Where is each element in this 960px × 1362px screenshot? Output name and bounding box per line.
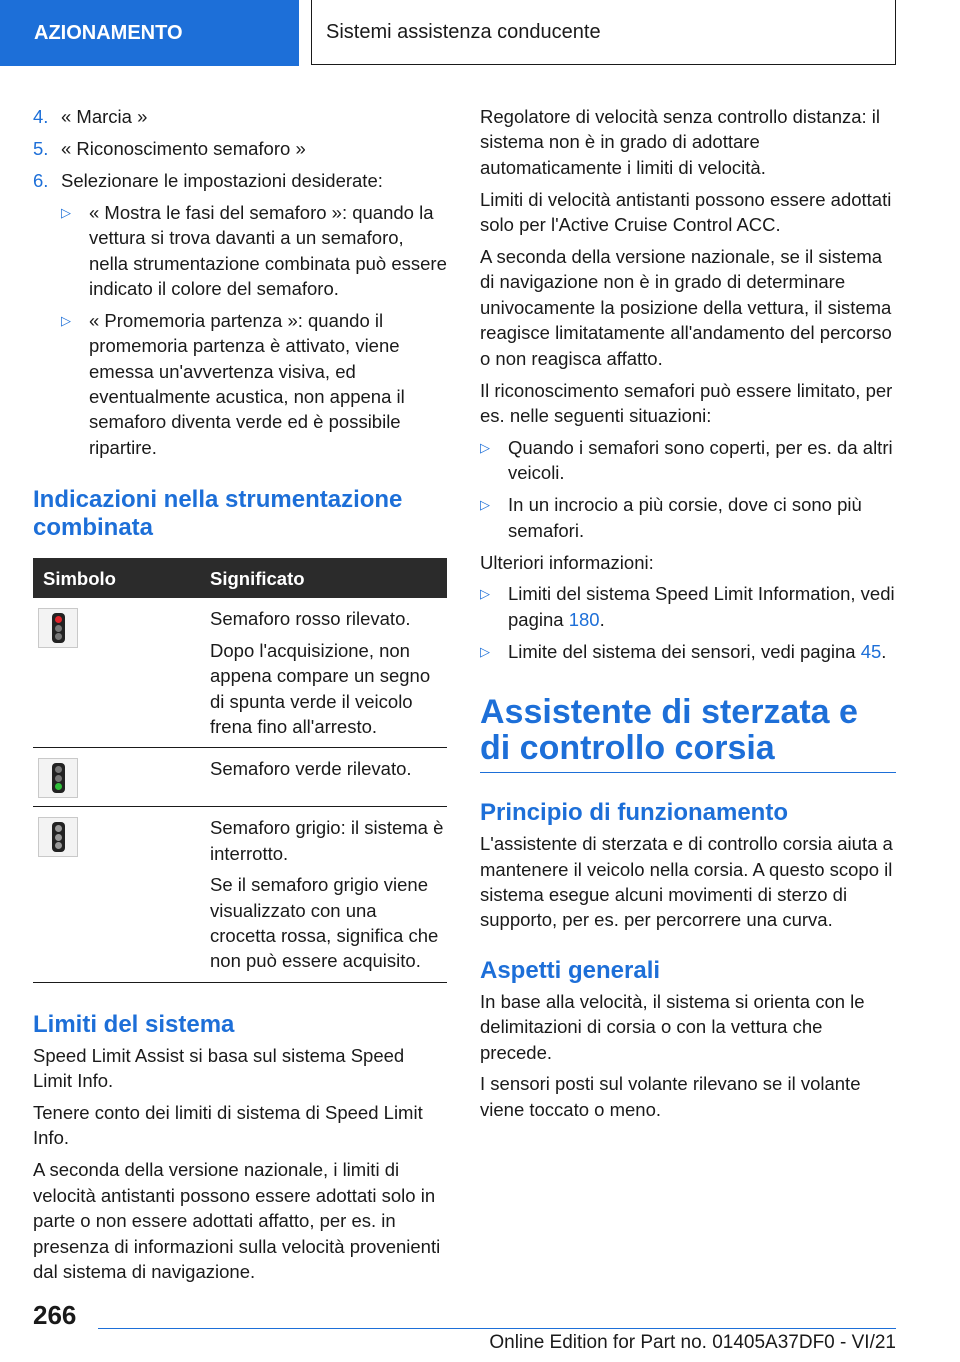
meaning-text: Dopo l'acquisizione, non appena compare un segno di spunta verde il veicolo frena fino all'arresto. (210, 639, 431, 737)
chapter-title: Sistemi assistenza conducente (326, 20, 601, 43)
heading-indications: Indicazioni nella strumentazione combinata (33, 486, 403, 542)
bullet-text: In un incrocio a più corsie, dove ci sono più semafori. (508, 494, 862, 541)
step-item (33, 136, 447, 161)
body-paragraph: Regolatore di velocità senza controllo distanza: il sistema non è in grado di adottare automaticamente i limiti di velocità. (480, 106, 881, 178)
bullet-text: Limite del sistema dei sensori, vedi pagina (508, 640, 861, 662)
table-header-row (33, 558, 447, 598)
punctuation: . (599, 608, 605, 630)
bullet-text: « Mostra le fasi del semaforo »: quando la vettura si trova davanti a un semaforo, nella strumentazione combinata può essere indicato il colore del semaforo. (89, 201, 447, 299)
traffic-light-grey-icon (38, 817, 78, 857)
symbol-table (33, 558, 447, 982)
main-heading: Assistente di sterzata e di controllo corsia (480, 694, 896, 773)
meaning-cell (210, 598, 447, 748)
right-column (480, 104, 896, 1129)
table-row (33, 807, 447, 982)
step-text: « Riconoscimento semaforo » (61, 137, 306, 159)
bullet-item (480, 639, 896, 664)
table-row (33, 598, 447, 748)
limits-paragraph: A seconda della versione nazionale, i limiti di velocità antistanti possono essere adottati solo in parte o non essere adottati affatto, per es. in presenza di informazioni sulla velocità provenienti dal sistema di navigazione. (33, 1159, 441, 1282)
bullet-item (480, 492, 896, 543)
section-title: AZIONAMENTO (34, 21, 183, 44)
triangle-bullet-icon: ▷ (61, 312, 71, 328)
heading-limits: Limiti del sistema (33, 1010, 235, 1038)
triangle-bullet-icon: ▷ (480, 497, 490, 513)
step-text: « Marcia » (61, 106, 148, 127)
heading-principle: Principio di funzionamento (480, 799, 788, 827)
bullet-text: Limiti del sistema Speed Limit Information, vedi pagina (508, 583, 895, 630)
general-paragraph: I sensori posti sul volante rilevano se il volante viene toccato o meno. (480, 1073, 861, 1120)
step-number: 6. (33, 169, 49, 191)
symbol-cell (33, 748, 210, 807)
settings-options (33, 200, 447, 461)
meaning-text: Semaforo verde rilevato. (210, 758, 412, 780)
footer-divider (98, 1328, 896, 1329)
step-text: Selezionare le impostazioni desiderate: (61, 169, 383, 191)
section-tab (0, 0, 299, 66)
meaning-text: Se il semaforo grigio viene visualizzato con una crocetta rossa, significa che non può essere acquisito. (210, 874, 439, 972)
step-item (33, 168, 447, 193)
limits-paragraph: Tenere conto dei limiti di sistema di Speed Limit Info. (33, 1102, 423, 1149)
page-number: 266 (33, 1300, 77, 1330)
column-header-symbol: Simbolo (33, 558, 210, 598)
bullet-item (480, 435, 896, 486)
punctuation: . (881, 640, 887, 662)
table-row (33, 748, 447, 807)
body-paragraph: Limiti di velocità antistanti possono essere adottati solo per l'Active Cruise Control ACC. (480, 188, 892, 236)
traffic-light-green-icon (38, 758, 78, 798)
limits-paragraph: Speed Limit Assist si basa sul sistema Speed Limit Info. (33, 1044, 405, 1092)
symbol-cell (33, 598, 210, 748)
bullet-text: « Promemoria partenza »: quando il promemoria partenza è attivato, viene emessa un'avvertenza visiva, ed eventualmente acustica, non appena il semaforo diventa verde ed è possibile ripartire. (89, 309, 405, 458)
footer-edition: Online Edition for Part no. 01405A37DF0 - VI/21 (489, 1332, 896, 1353)
bullet-item (61, 200, 447, 302)
triangle-bullet-icon: ▷ (480, 439, 490, 455)
step-number: 4. (33, 106, 49, 127)
meaning-text: Semaforo rosso rilevato. (210, 608, 411, 630)
column-header-meaning: Significato (210, 558, 447, 598)
left-column (33, 104, 447, 1291)
body-paragraph: A seconda della versione nazionale, se il sistema di navigazione non è in grado di determinare univocamente la posizione della vettura, il sistema reagisce limitatamente all'andamento del percorso o non reagisca affatto. (480, 246, 892, 369)
traffic-light-red-icon (38, 608, 78, 648)
meaning-text: Semaforo grigio: il sistema è interrotto. (210, 817, 444, 864)
meaning-cell (210, 807, 447, 982)
symbol-cell (33, 807, 210, 982)
general-paragraph: In base alla velocità, il sistema si orienta con le delimitazioni di corsia o con la vettura che precede. (480, 990, 865, 1063)
numbered-steps (33, 104, 447, 193)
situations-list (480, 435, 896, 543)
more-info-list (480, 581, 896, 664)
step-number: 5. (33, 137, 49, 159)
triangle-bullet-icon: ▷ (480, 586, 490, 602)
heading-general: Aspetti generali (480, 956, 661, 984)
bullet-item (61, 308, 447, 460)
chapter-tab (311, 0, 896, 65)
body-paragraph: Il riconoscimento semafori può essere limitato, per es. nelle seguenti situazioni: (480, 379, 893, 426)
meaning-cell (210, 748, 447, 807)
more-info-label: Ulteriori informazioni: (480, 551, 654, 573)
page-link-45[interactable]: 45 (860, 640, 882, 662)
triangle-bullet-icon: ▷ (61, 204, 71, 220)
bullet-item (480, 581, 896, 632)
triangle-bullet-icon: ▷ (480, 643, 490, 659)
page-link-180[interactable]: 180 (568, 608, 600, 630)
bullet-text: Quando i semafori sono coperti, per es. da altri veicoli. (508, 436, 893, 484)
step-item (33, 104, 447, 129)
principle-paragraph: L'assistente di sterzata e di controllo corsia aiuta a mantenere il veicolo nella corsia. A questo scopo il sistema esegue alcuni movimenti di sterzo di supporto, per es. per percorrere una curva. (480, 833, 893, 931)
